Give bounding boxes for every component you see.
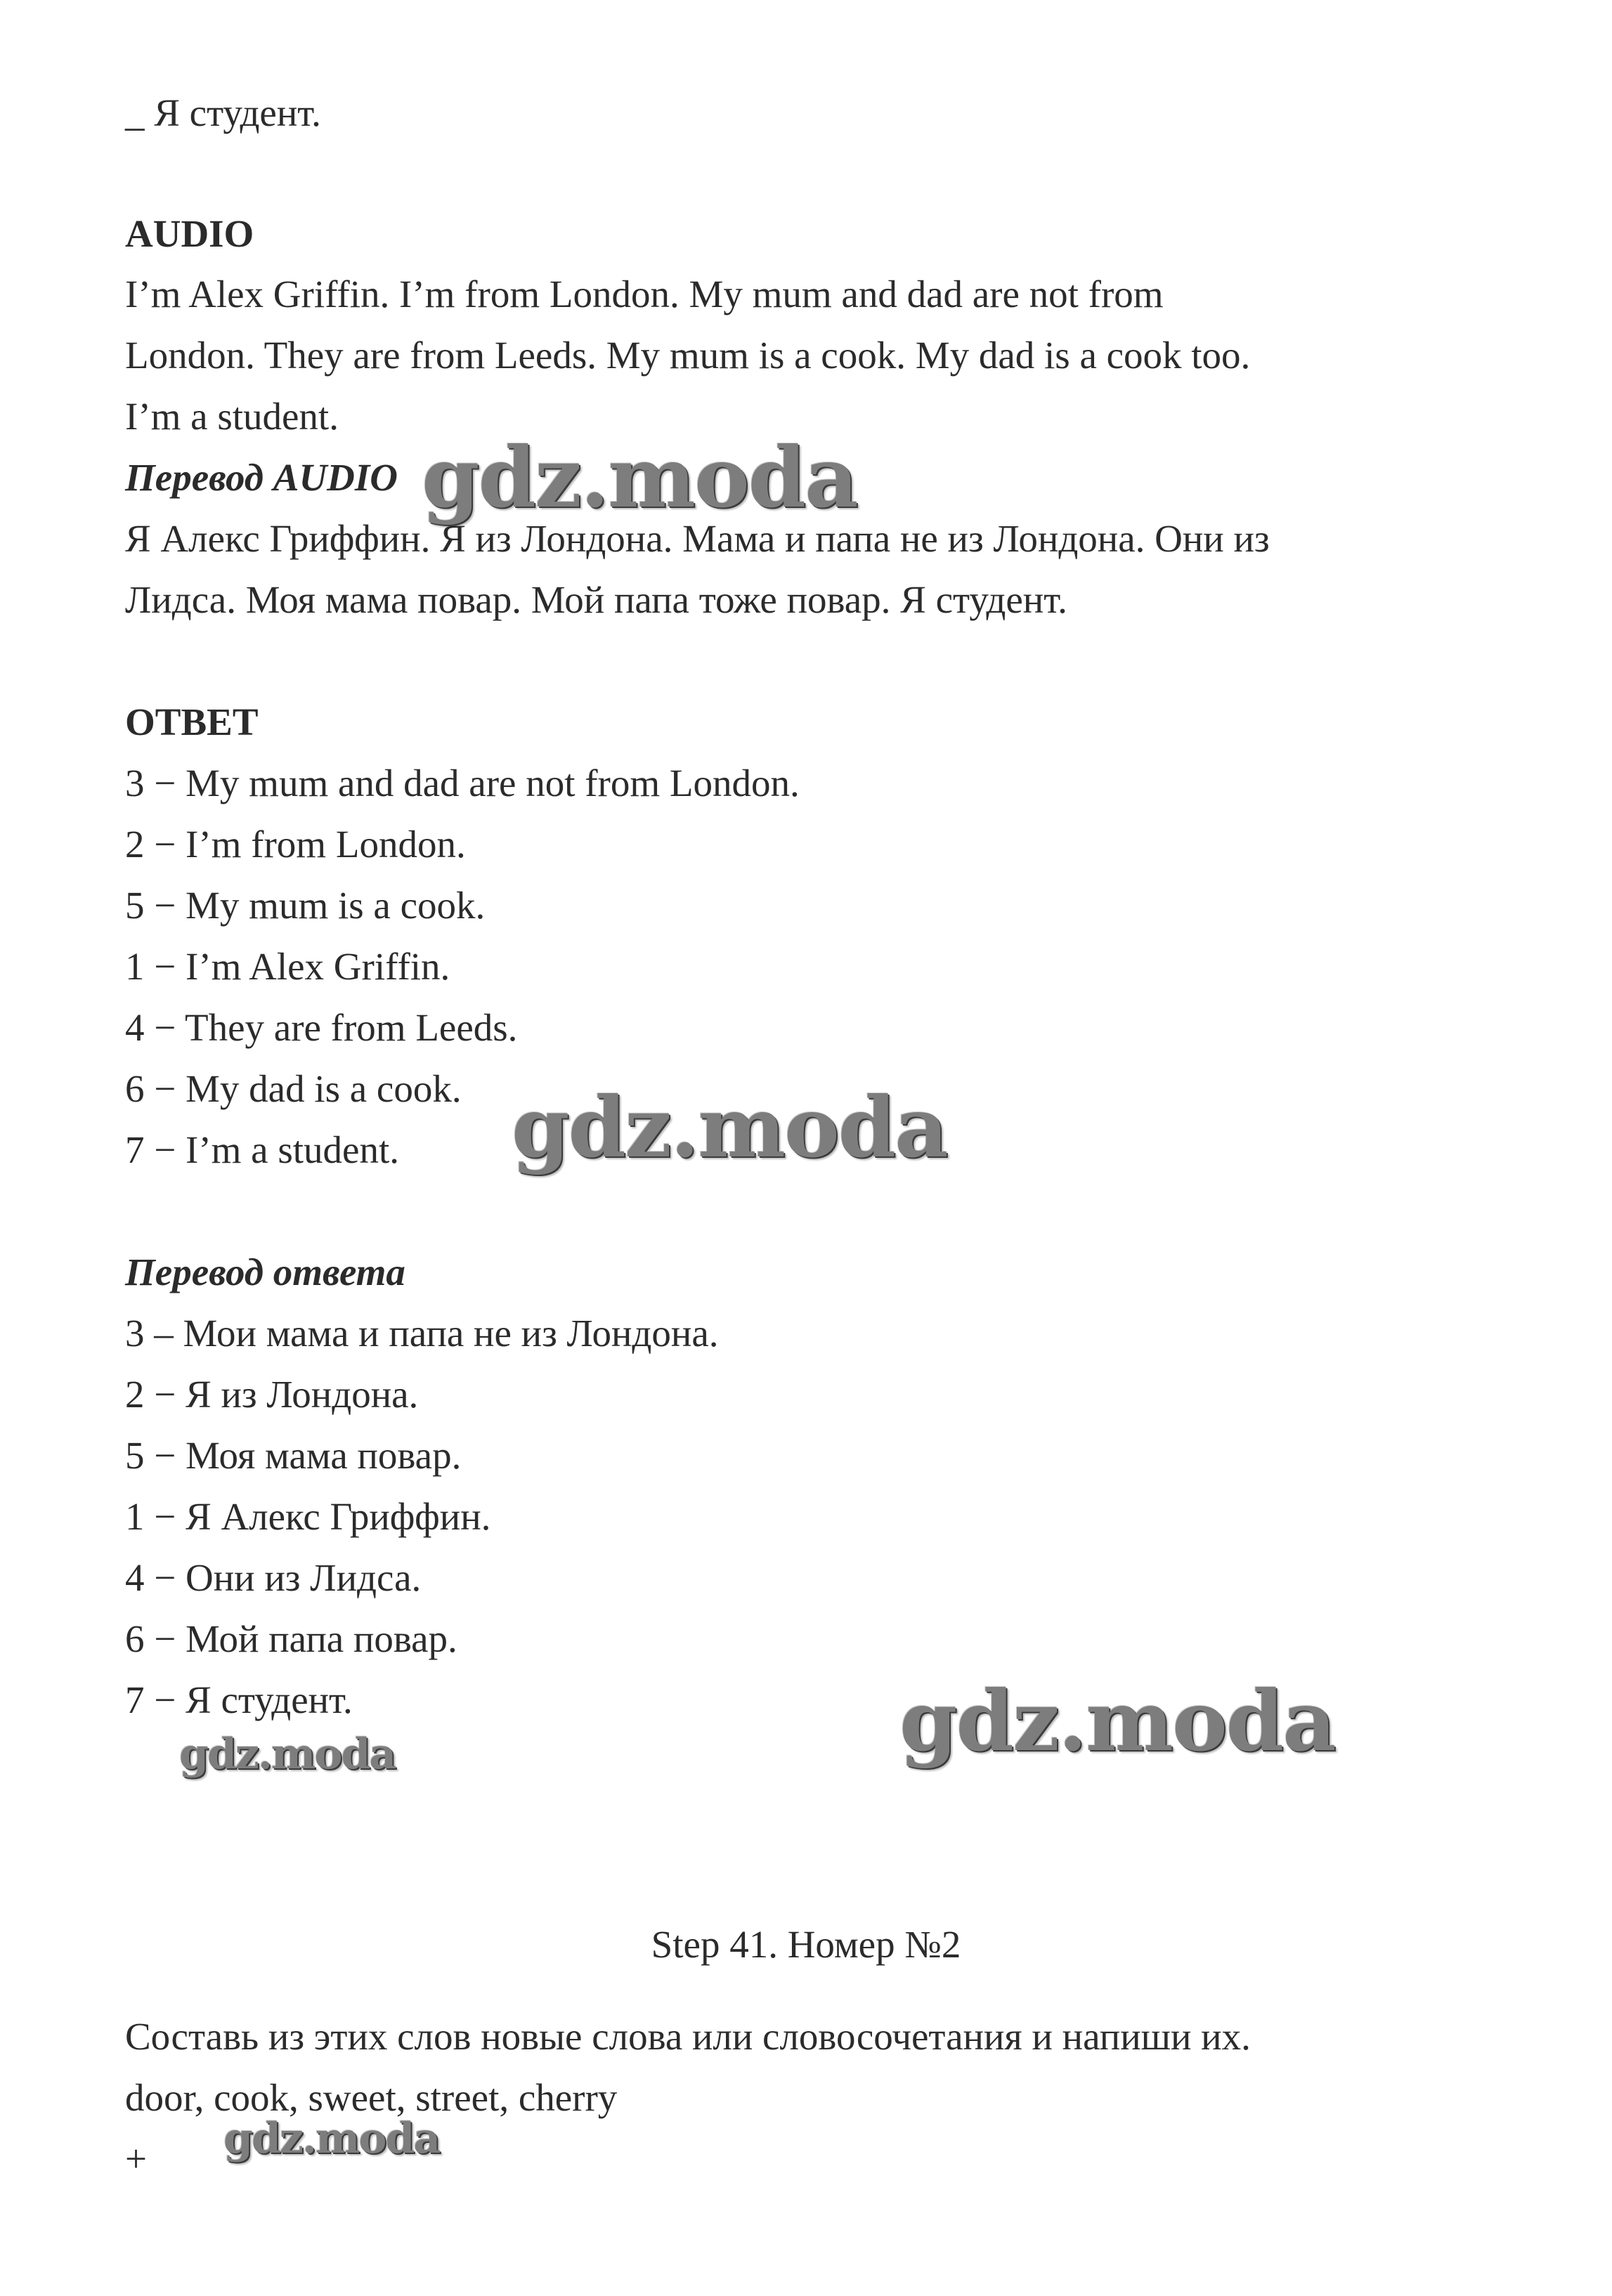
watermark-logo: gdz.moda [422, 429, 857, 526]
answer-translation-item: 1 − Я Алекс Гриффин. [125, 1495, 491, 1538]
answer-item: 7 − I’m a student. [125, 1128, 399, 1171]
task-title: Step 41. Номер №2 [651, 1923, 961, 1966]
task-plus-line: + [125, 2137, 148, 2180]
audio-translation-line: Я Алекс Гриффин. Я из Лондона. Мама и папа не из Лондона. Они из [125, 517, 1270, 560]
answer-translation-item: 3 – Мои мама и папа не из Лондона. [125, 1312, 719, 1355]
answer-item: 6 − My dad is a cook. [125, 1067, 462, 1110]
answer-item: 5 − My mum is a cook. [125, 884, 486, 927]
audio-heading: AUDIO [125, 212, 254, 255]
watermark-logo: gdz.moda [179, 1730, 396, 1779]
audio-line: I’m a student. [125, 395, 339, 438]
answer-item: 3 − My mum and dad are not from London. [125, 762, 800, 804]
watermark-logo: gdz.moda [223, 2114, 440, 2163]
audio-line: London. They are from Leeds. My mum is a cook. My dad is a cook too. [125, 334, 1251, 377]
answer-item: 2 − I’m from London. [125, 823, 466, 866]
task-instruction: Составь из этих слов новые слова или словосочетания и напиши их. [125, 2015, 1251, 2058]
answer-item: 1 − I’m Alex Griffin. [125, 945, 450, 988]
audio-translation-heading: Перевод AUDIO [125, 456, 398, 499]
audio-translation-line: Лидса. Моя мама повар. Мой папа тоже повар. Я студент. [125, 578, 1067, 621]
answer-translation-item: 2 − Я из Лондона. [125, 1373, 419, 1416]
answer-translation-item: 4 − Они из Лидса. [125, 1556, 422, 1599]
top-answer-line: _ Я студент. [125, 91, 321, 134]
answer-translation-item: 7 − Я студент. [125, 1678, 353, 1721]
answer-item: 4 − They are from Leeds. [125, 1006, 518, 1049]
answer-translation-heading: Перевод ответа [125, 1251, 405, 1293]
watermark-logo: gdz.moda [899, 1672, 1335, 1770]
watermark-logo: gdz.moda [512, 1078, 947, 1176]
audio-line: I’m Alex Griffin. I’m from London. My mum and dad are not from [125, 273, 1164, 315]
answer-heading: ОТВЕТ [125, 700, 259, 743]
answer-translation-item: 6 − Мой папа повар. [125, 1617, 457, 1660]
answer-translation-item: 5 − Моя мама повар. [125, 1434, 462, 1477]
task-words: door, cook, sweet, street, cherry [125, 2076, 618, 2119]
